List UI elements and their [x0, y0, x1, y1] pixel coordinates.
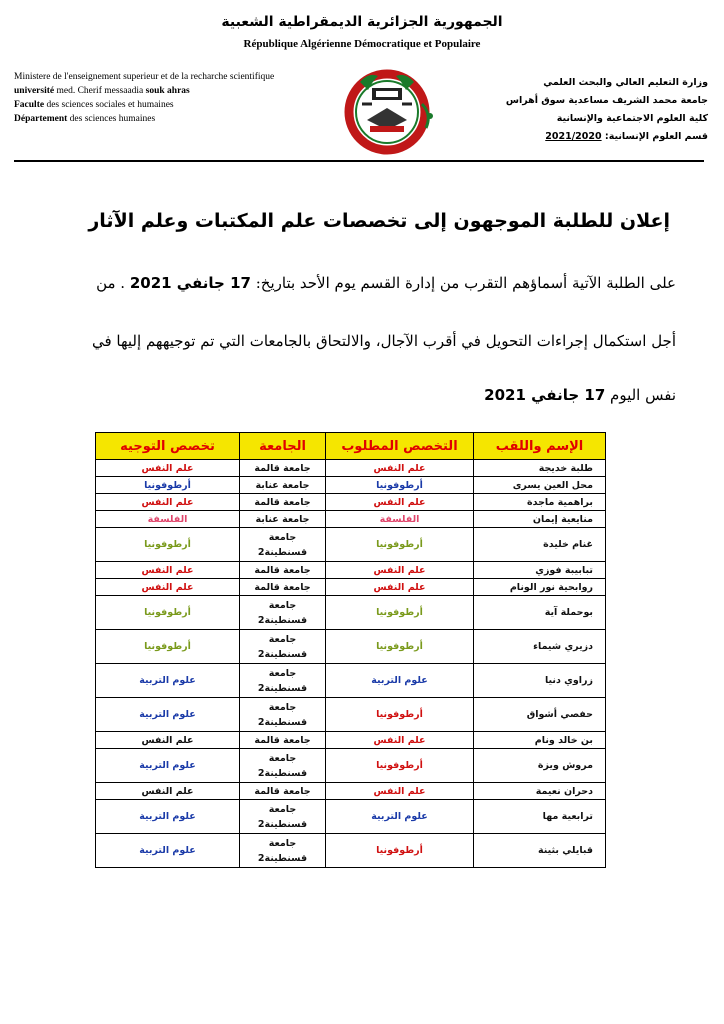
university-line: قسنطينة2	[257, 818, 308, 830]
orientation-specialty-cell: أرطوفونيا	[96, 630, 240, 664]
department-french: Département des sciences humaines	[14, 114, 156, 124]
university-line: جامعة	[268, 837, 297, 849]
institution-block-arabic	[458, 74, 708, 146]
student-name-cell: غنام خليدة	[474, 528, 606, 562]
university-cell	[240, 783, 326, 800]
university-line: جامعة	[268, 531, 297, 543]
university-line: قسنطينة2	[257, 716, 308, 728]
orientation-specialty-cell: علم النفس	[96, 460, 240, 477]
requested-specialty-cell: علم النفس	[326, 732, 474, 749]
university-cell	[240, 528, 326, 562]
orientation-specialty-cell: علوم التربية	[96, 749, 240, 783]
student-name-cell: ترابعية مها	[474, 800, 606, 834]
university-line: قسنطينة2	[257, 767, 308, 779]
requested-specialty-cell: الفلسفة	[326, 511, 474, 528]
orientation-specialty-cell: علم النفس	[96, 783, 240, 800]
student-name-cell: بوحملة آية	[474, 596, 606, 630]
university-cell	[240, 800, 326, 834]
table-row	[96, 664, 606, 698]
university-line: قسنطينة2	[257, 852, 308, 864]
table-body	[96, 460, 606, 868]
student-name-cell: دحران نعيمة	[474, 783, 606, 800]
orientation-specialty-cell: أرطوفونيا	[96, 596, 240, 630]
student-name-cell: قبايلي بثينة	[474, 834, 606, 868]
university-cell	[240, 834, 326, 868]
orientation-specialty-cell: علوم التربية	[96, 664, 240, 698]
announcement-line-1: على الطلبة الآتية أسماؤهم التقرب من إدارة القسم يوم الأحد بتاريخ: 17 جانفي 2021 . من	[96, 274, 676, 292]
university-cell	[240, 494, 326, 511]
university-cell	[240, 477, 326, 494]
ministry-arabic: وزارة التعليم العالي والبحث العلمي	[543, 77, 708, 88]
faculty-arabic: كلية العلوم الاجتماعية والإنسانية	[556, 113, 708, 124]
university-line: قسنطينة2	[257, 546, 308, 558]
university-line: جامعة	[268, 599, 297, 611]
requested-specialty-cell: أرطوفونيا	[326, 630, 474, 664]
orientation-specialty-cell: أرطوفونيا	[96, 477, 240, 494]
student-name-cell: بن خالد ونام	[474, 732, 606, 749]
orientation-specialty-cell: علم النفس	[96, 494, 240, 511]
orientation-specialty-cell: علم النفس	[96, 732, 240, 749]
university-line: جامعة قالمة	[254, 564, 311, 576]
faculty-french: Faculte des sciences sociales et humaines	[14, 100, 174, 110]
table-row	[96, 528, 606, 562]
student-name-cell: روابحية نور الونام	[474, 579, 606, 596]
announcement-line-3: نفس اليوم 17 جانفي 2021	[484, 386, 676, 404]
university-cell	[240, 562, 326, 579]
university-cell	[240, 749, 326, 783]
orientation-specialty-cell: علوم التربية	[96, 834, 240, 868]
university-line: قسنطينة2	[257, 682, 308, 694]
col-header-orientation: تخصص التوجيه	[96, 433, 240, 460]
requested-specialty-cell: علم النفس	[326, 579, 474, 596]
table-header-row	[96, 433, 606, 460]
university-line: جامعة قالمة	[254, 496, 311, 508]
requested-specialty-cell: علوم التربية	[326, 664, 474, 698]
university-line: جامعة	[268, 667, 297, 679]
table-row	[96, 749, 606, 783]
col-header-requested: التخصص المطلوب	[326, 433, 474, 460]
university-arabic: جامعة محمد الشريف مساعدية سوق أهراس	[505, 95, 708, 106]
table-row	[96, 579, 606, 596]
republic-title-arabic: الجمهورية الجزائرية الديمقراطية الشعبية	[221, 14, 503, 30]
table-row	[96, 460, 606, 477]
student-name-cell: حفصي أشواق	[474, 698, 606, 732]
department-arabic: قسم العلوم الإنسانية: 2021/2020	[545, 131, 708, 142]
university-line: جامعة	[268, 803, 297, 815]
university-cell	[240, 579, 326, 596]
requested-specialty-cell: أرطوفونيا	[326, 528, 474, 562]
requested-specialty-cell: علم النفس	[326, 783, 474, 800]
student-name-cell: براهمية ماجدة	[474, 494, 606, 511]
orientation-specialty-cell: علم النفس	[96, 579, 240, 596]
requested-specialty-cell: علم النفس	[326, 460, 474, 477]
university-line: جامعة قالمة	[254, 734, 311, 746]
university-french: université med. Cherif messaadia souk ahras	[14, 86, 190, 96]
university-line: جامعة عنابة	[255, 513, 310, 525]
student-name-cell: محل العين يسرى	[474, 477, 606, 494]
university-line: جامعة	[268, 752, 297, 764]
table-row	[96, 783, 606, 800]
table-row	[96, 630, 606, 664]
institution-block-french	[14, 70, 314, 126]
orientation-specialty-cell: الفلسفة	[96, 511, 240, 528]
university-line: جامعة قالمة	[254, 581, 311, 593]
requested-specialty-cell: علوم التربية	[326, 800, 474, 834]
university-line: قسنطينة2	[257, 614, 308, 626]
header-divider	[14, 160, 704, 162]
table-row	[96, 511, 606, 528]
student-name-cell: مروش ويزة	[474, 749, 606, 783]
table-row	[96, 698, 606, 732]
table-row	[96, 834, 606, 868]
university-emblem-icon	[332, 64, 442, 160]
university-line: جامعة عنابة	[255, 479, 310, 491]
requested-specialty-cell: علم النفس	[326, 562, 474, 579]
orientation-specialty-cell: علم النفس	[96, 562, 240, 579]
col-header-university: الجامعة	[240, 433, 326, 460]
university-cell	[240, 698, 326, 732]
university-cell	[240, 511, 326, 528]
requested-specialty-cell: علم النفس	[326, 494, 474, 511]
table-row	[96, 800, 606, 834]
university-line: قسنطينة2	[257, 648, 308, 660]
university-cell	[240, 664, 326, 698]
student-name-cell: تبابيبة فوزي	[474, 562, 606, 579]
university-line: جامعة	[268, 633, 297, 645]
student-name-cell: طلبة خديجة	[474, 460, 606, 477]
students-table	[95, 432, 606, 868]
university-cell	[240, 732, 326, 749]
student-name-cell: زراوي دنيا	[474, 664, 606, 698]
student-name-cell: دزيري شيماء	[474, 630, 606, 664]
requested-specialty-cell: أرطوفونيا	[326, 596, 474, 630]
requested-specialty-cell: أرطوفونيا	[326, 834, 474, 868]
requested-specialty-cell: أرطوفونيا	[326, 698, 474, 732]
university-cell	[240, 630, 326, 664]
table-row	[96, 596, 606, 630]
orientation-specialty-cell: علوم التربية	[96, 800, 240, 834]
col-header-name: الإسم واللقب	[474, 433, 606, 460]
student-name-cell: منايعية إيمان	[474, 511, 606, 528]
university-cell	[240, 460, 326, 477]
orientation-specialty-cell: أرطوفونيا	[96, 528, 240, 562]
requested-specialty-cell: أرطوفونيا	[326, 477, 474, 494]
announcement-title: إعلان للطلبة الموجهون إلى تخصصات علم المكتبات وعلم الآثار	[88, 210, 670, 232]
university-line: جامعة قالمة	[254, 462, 311, 474]
university-line: جامعة قالمة	[254, 785, 311, 797]
requested-specialty-cell: أرطوفونيا	[326, 749, 474, 783]
orientation-specialty-cell: علوم التربية	[96, 698, 240, 732]
table-row	[96, 732, 606, 749]
table-row	[96, 477, 606, 494]
republic-title-french: République Algérienne Démocratique et Populaire	[243, 38, 481, 50]
ministry-french: Ministere de l'enseignement superieur et de la recharche scientifique	[14, 72, 275, 82]
university-cell	[240, 596, 326, 630]
university-line: جامعة	[268, 701, 297, 713]
table-row	[96, 494, 606, 511]
announcement-line-2: أجل استكمال إجراءات التحويل في أقرب الآجال، والالتحاق بالجامعات التي تم توجيههم إليها في	[91, 332, 676, 350]
table-row	[96, 562, 606, 579]
